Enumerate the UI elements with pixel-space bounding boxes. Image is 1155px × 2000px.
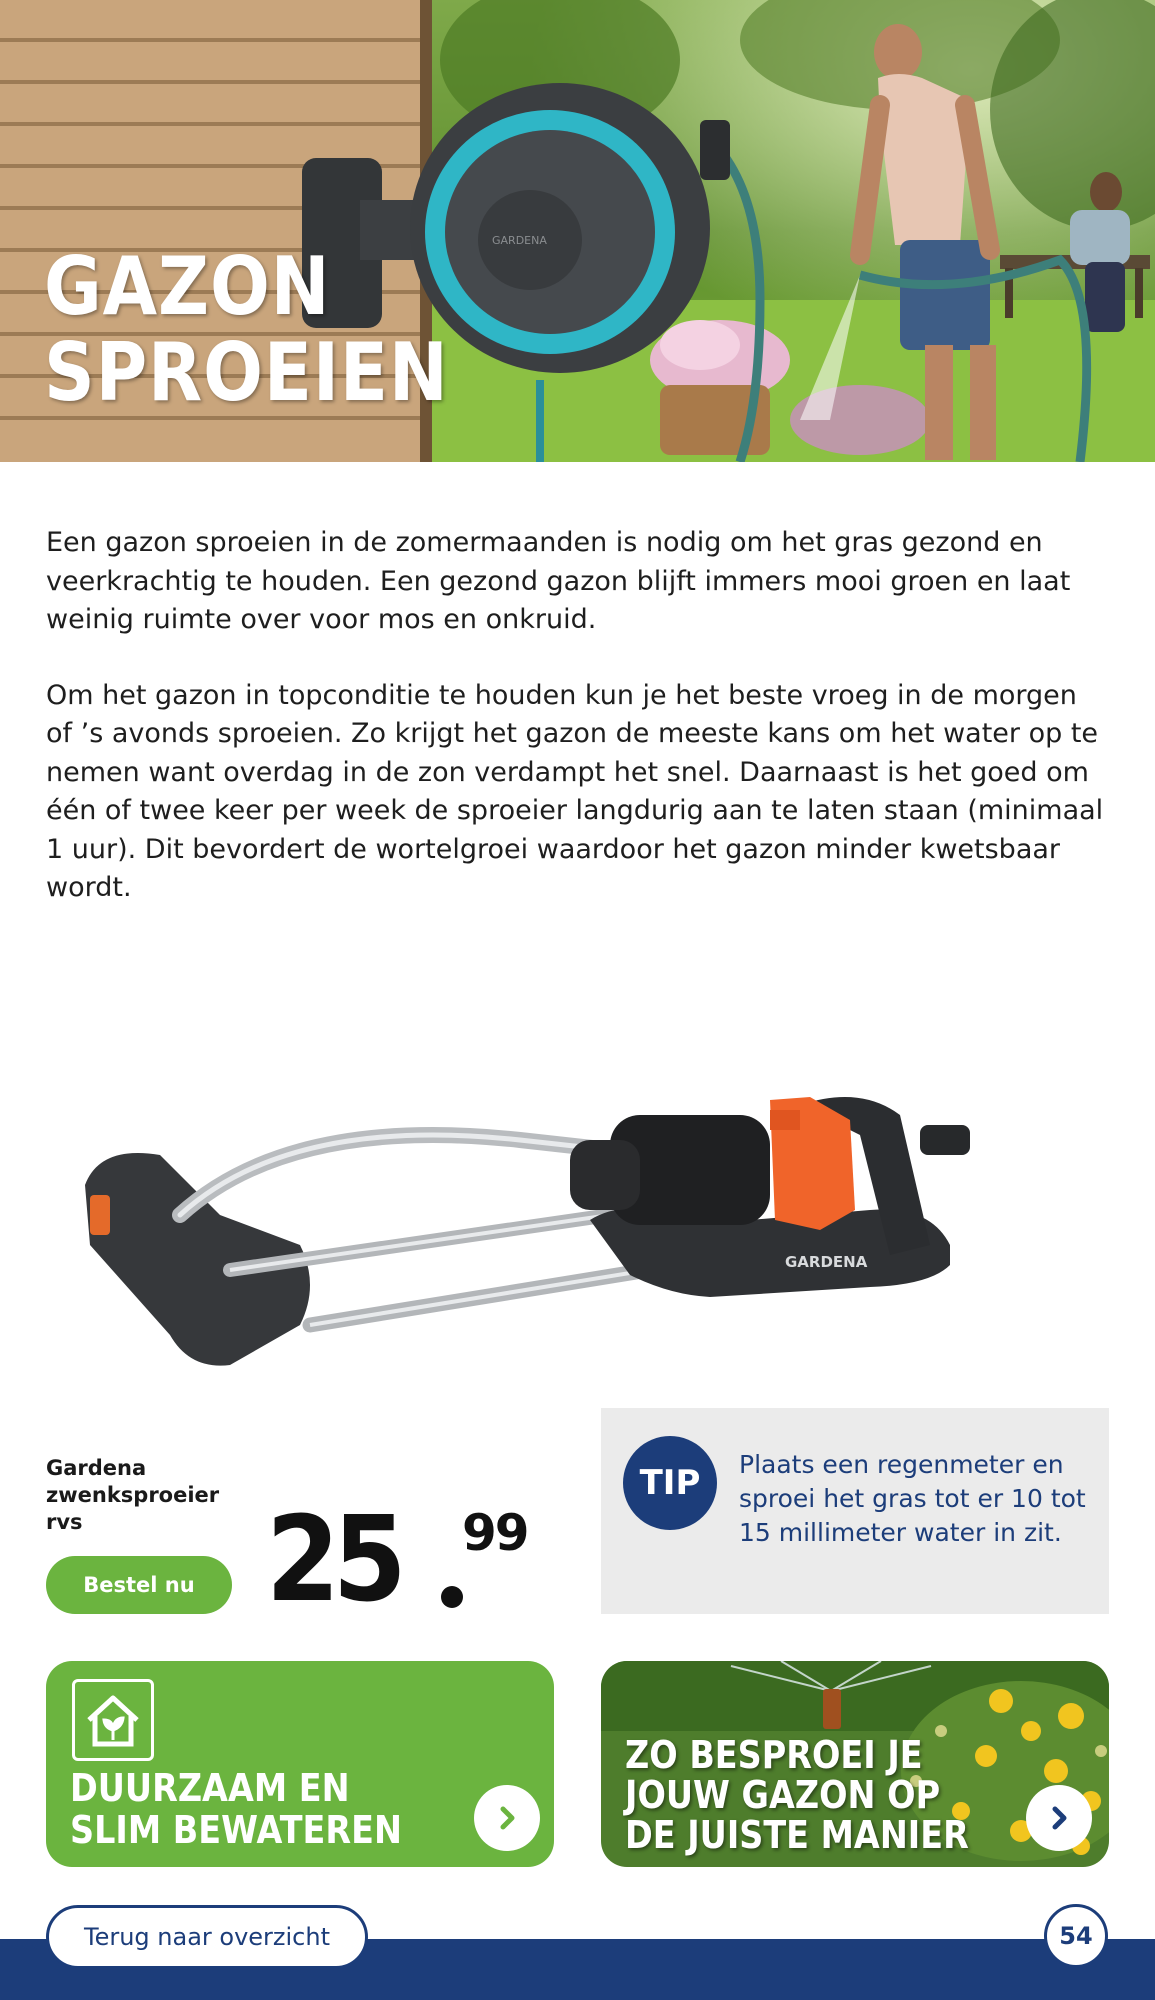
eco-house-icon bbox=[72, 1679, 154, 1761]
guide-banner-line1: ZO BESPROEI JE bbox=[625, 1733, 923, 1777]
intro-text bbox=[46, 524, 1111, 945]
hero-title-line1: GAZON bbox=[44, 240, 331, 333]
hero-title bbox=[44, 240, 449, 419]
guide-banner-title bbox=[625, 1735, 969, 1855]
chevron-right-icon[interactable] bbox=[1026, 1785, 1092, 1851]
guide-banner-line3: DE JUISTE MANIER bbox=[625, 1813, 969, 1857]
chevron-right-icon[interactable] bbox=[474, 1785, 540, 1851]
product-name bbox=[46, 1455, 246, 1536]
sustainable-banner-line2: SLIM BEWATEREN bbox=[70, 1808, 402, 1852]
price-decimals: 99 bbox=[462, 1504, 528, 1562]
sustainable-banner-title bbox=[70, 1767, 402, 1851]
order-button[interactable]: Bestel nu bbox=[46, 1556, 232, 1614]
back-to-overview-button[interactable]: Terug naar overzicht bbox=[46, 1905, 368, 1969]
product-brand-text: GARDENA bbox=[785, 1253, 868, 1271]
reel-brand-text: GARDENA bbox=[492, 234, 547, 247]
intro-paragraph-1: Een gazon sproeien in de zomermaanden is nodig om het gras gezond en veerkrachtig te houden. Een gezond gazon blijft immers mooi groen en laat weinig ruimte over voor mos en onkruid. bbox=[46, 527, 1071, 635]
tip-box bbox=[601, 1408, 1109, 1614]
product-name-line2: zwenksproeier bbox=[46, 1483, 220, 1507]
watering-guide-banner[interactable] bbox=[601, 1661, 1109, 1867]
tip-text: Plaats een regenmeter en sproei het gras tot er 10 tot 15 millimeter water in zit. bbox=[739, 1450, 1086, 1547]
price-decimal-dot bbox=[441, 1586, 463, 1608]
tip-badge: TIP bbox=[623, 1436, 717, 1530]
sprinkler-product-image bbox=[70, 1025, 990, 1395]
guide-banner-line2: JOUW GAZON OP bbox=[625, 1773, 941, 1817]
product-name-line1: Gardena bbox=[46, 1456, 147, 1480]
page-number: 54 bbox=[1044, 1904, 1108, 1968]
sustainable-banner-line1: DUURZAAM EN bbox=[70, 1766, 350, 1810]
product-name-line3: rvs bbox=[46, 1510, 83, 1534]
price-main: 25 bbox=[266, 1490, 400, 1628]
price-tag bbox=[266, 1490, 528, 1628]
sustainable-watering-banner[interactable] bbox=[46, 1661, 554, 1867]
hero-title-line2: SPROEIEN bbox=[44, 326, 449, 419]
hero-banner bbox=[0, 0, 1155, 462]
intro-paragraph-2: Om het gazon in topconditie te houden kun je het beste vroeg in de morgen of ’s avonds sproeien. Zo krijgt het gazon de meeste kans om het water op te nemen want overdag in de zon verdampt het snel. Daarnaast is het goed om één of twee keer per week de sproeier langdurig aan te laten staan (minimaal 1 uur). Dit bevordert de wortelgroei waardoor het gazon minder kwetsbaar wordt. bbox=[46, 679, 1104, 903]
